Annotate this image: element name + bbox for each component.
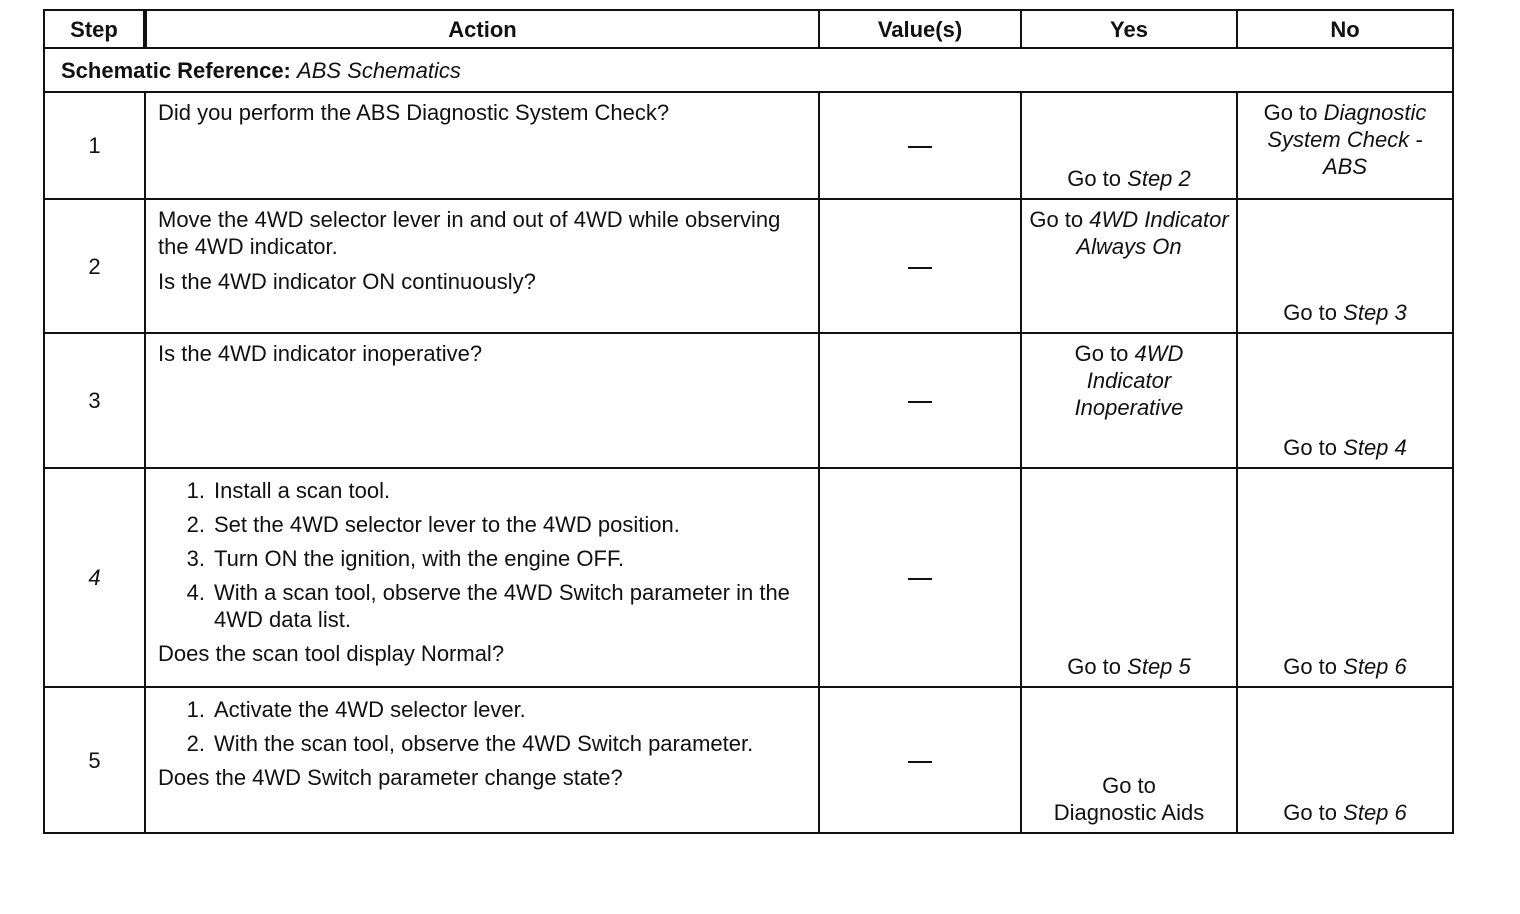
header-action: Action	[145, 10, 819, 48]
yes-link[interactable]: 4WD Indicator Inoperative	[1074, 341, 1184, 420]
yes-cell	[1021, 92, 1237, 199]
yes-cell	[1021, 333, 1237, 468]
procedure-list	[158, 477, 808, 633]
dash-mark	[908, 578, 932, 580]
list-item: 2. With the scan tool, observe the 4WD Switch parameter.	[186, 731, 754, 756]
action-cell	[145, 199, 819, 333]
list-item: 1. Install a scan tool.	[186, 478, 391, 503]
diagnostic-table	[43, 9, 1454, 834]
action-question: Does the scan tool display Normal?	[158, 641, 505, 666]
no-link[interactable]: Step 6	[1343, 654, 1407, 679]
header-values: Value(s)	[819, 10, 1021, 48]
no-link[interactable]: Diagnostic System Check - ABS	[1267, 100, 1427, 179]
header-step: Step	[44, 10, 145, 48]
step-number: 4	[44, 468, 145, 687]
yes-prefix: Go to	[1074, 341, 1129, 366]
yes-prefix: Go to	[1067, 166, 1122, 191]
yes-prefix: Go to	[1067, 654, 1122, 679]
dash-mark	[908, 267, 932, 269]
action-cell	[145, 92, 819, 199]
step-number: 5	[44, 687, 145, 833]
yes-link[interactable]: Step 2	[1127, 166, 1191, 191]
yes-prefix: Go to	[1029, 207, 1084, 232]
no-prefix: Go to	[1283, 300, 1338, 325]
step-number: 3	[44, 333, 145, 468]
dash-mark	[908, 761, 932, 763]
value-cell	[819, 468, 1021, 687]
no-link[interactable]: Step 3	[1343, 300, 1407, 325]
yes-cell	[1021, 687, 1237, 833]
dash-mark	[908, 401, 932, 403]
header-row	[44, 10, 1453, 48]
no-cell	[1237, 333, 1453, 468]
yes-cell	[1021, 199, 1237, 333]
no-link[interactable]: Step 6	[1343, 800, 1407, 825]
no-prefix: Go to	[1283, 435, 1338, 460]
list-item: 3. Turn ON the ignition, with the engine OFF.	[186, 546, 625, 571]
procedure-list	[158, 696, 808, 757]
dash-mark	[908, 146, 932, 148]
no-cell	[1237, 468, 1453, 687]
yes-cell	[1021, 468, 1237, 687]
value-cell	[819, 92, 1021, 199]
yes-prefix: Go to	[1102, 773, 1156, 798]
schematic-reference-row	[44, 48, 1453, 92]
action-question: Is the 4WD indicator inoperative?	[158, 341, 483, 366]
table-row	[44, 468, 1453, 687]
header-no: No	[1237, 10, 1453, 48]
list-item: 4. With a scan tool, observe the 4WD Switch parameter in the 4WD data list.	[186, 580, 790, 632]
action-question: Does the 4WD Switch parameter change state?	[158, 765, 623, 790]
schematic-reference-link[interactable]: ABS Schematics	[297, 57, 461, 83]
schematic-reference-label: Schematic Reference:	[61, 57, 291, 83]
value-cell	[819, 687, 1021, 833]
table-row	[44, 333, 1453, 468]
step-number: 1	[44, 92, 145, 199]
no-cell	[1237, 199, 1453, 333]
no-cell	[1237, 687, 1453, 833]
action-text: Move the 4WD selector lever in and out of 4WD while observing the 4WD indicator.	[158, 207, 781, 259]
schematic-reference	[44, 48, 1453, 92]
list-item: 1. Activate the 4WD selector lever.	[186, 697, 526, 722]
action-cell	[145, 468, 819, 687]
list-item: 2. Set the 4WD selector lever to the 4WD position.	[186, 512, 680, 537]
no-prefix: Go to	[1283, 654, 1338, 679]
no-cell	[1237, 92, 1453, 199]
yes-link[interactable]: 4WD Indicator Always On	[1076, 207, 1229, 259]
value-cell	[819, 199, 1021, 333]
no-link[interactable]: Step 4	[1343, 435, 1407, 460]
action-question: Did you perform the ABS Diagnostic System Check?	[158, 100, 670, 125]
action-question: Is the 4WD indicator ON continuously?	[158, 269, 536, 294]
no-prefix: Go to	[1263, 100, 1318, 125]
action-cell	[145, 333, 819, 468]
yes-link[interactable]: Step 5	[1127, 654, 1191, 679]
table-row	[44, 687, 1453, 833]
action-cell	[145, 687, 819, 833]
table-row	[44, 92, 1453, 199]
value-cell	[819, 333, 1021, 468]
table-row	[44, 199, 1453, 333]
no-prefix: Go to	[1283, 800, 1338, 825]
step-number: 2	[44, 199, 145, 333]
header-yes: Yes	[1021, 10, 1237, 48]
yes-link[interactable]: Diagnostic Aids	[1053, 800, 1205, 825]
